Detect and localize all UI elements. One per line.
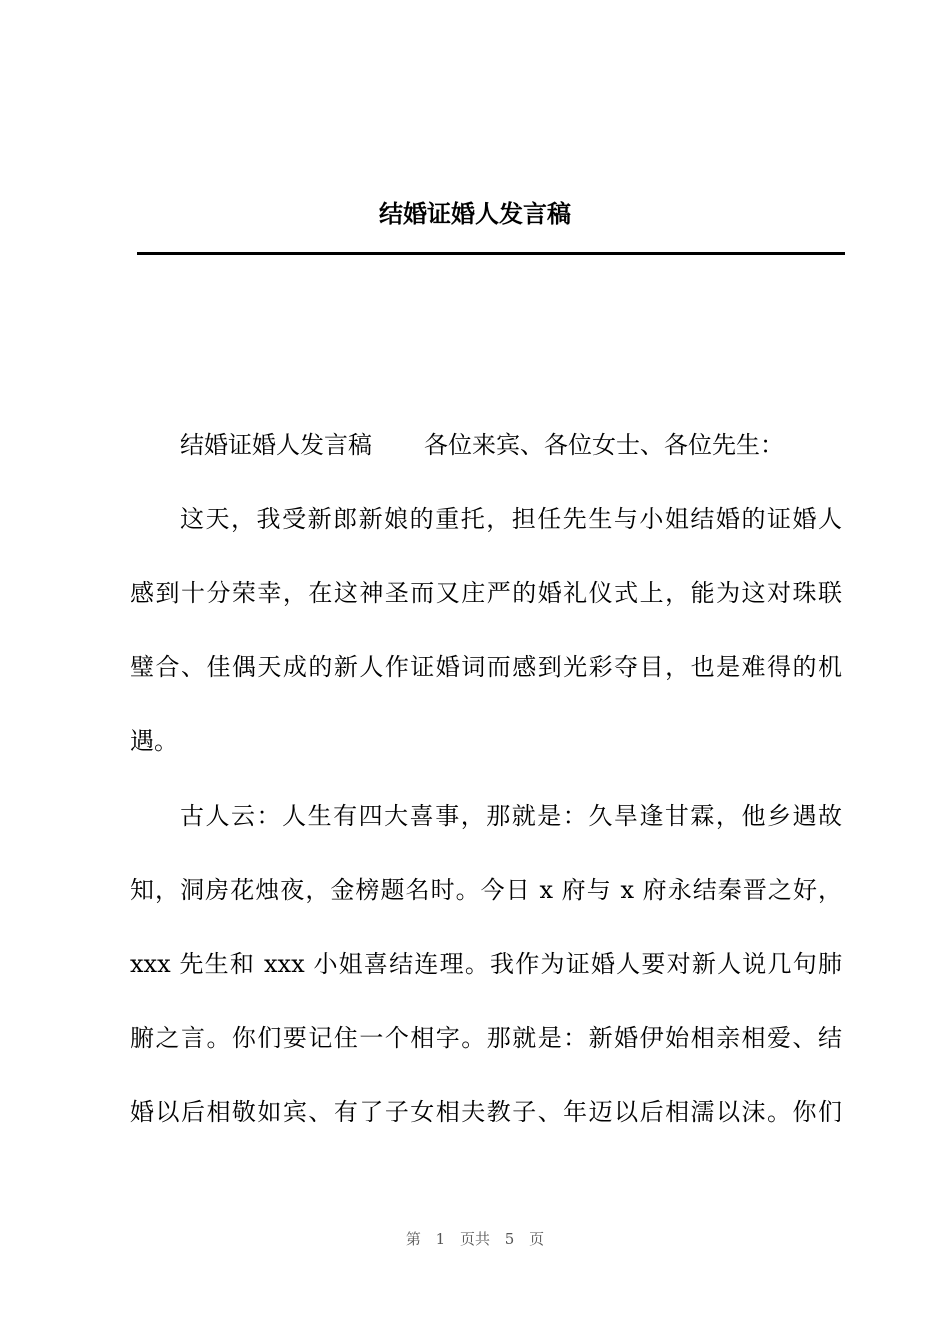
paragraph2-line-1: 古人云：人生有四大喜事，那就是：久旱逢甘霖，他乡遇故 [180,802,842,830]
paragraph1-line-3: 璧合、佳偶天成的新人作证婚词而感到光彩夺目，也是难得的机 [130,653,842,681]
paragraph2-line-4: 腑之言。你们要记住一个相字。那就是：新婚伊始相亲相爱、结 [130,1024,842,1052]
title-underline [137,252,845,255]
footer-prefix: 第 [405,1230,421,1248]
paragraph2-line-3: xxx 先生和 xxx 小姐喜结连理。我作为证婚人要对新人说几句肺 [130,950,842,978]
footer-total-pages: 5 [504,1230,515,1248]
greeting-lead: 结婚证婚人发言稿 [180,431,372,459]
paragraph2-line-5: 婚以后相敬如宾、有了子女相夫教子、年迈以后相濡以沫。你们 [130,1098,842,1126]
document-title: 结婚证婚人发言稿 [379,199,571,228]
footer-mid: 页共 [459,1230,490,1248]
footer-current-page: 1 [435,1230,446,1248]
paragraph1-line-2: 感到十分荣幸，在这神圣而又庄严的婚礼仪式上，能为这对珠联 [130,579,842,607]
paragraph1-line-1: 这天，我受新郎新娘的重托，担任先生与小姐结婚的证婚人 [180,505,842,533]
greeting-line [180,428,842,462]
page-footer [0,1228,950,1250]
paragraph1-line-4: 遇。 [130,727,178,755]
greeting-salutation: 各位来宾、各位女士、各位先生： [424,431,784,459]
footer-suffix: 页 [529,1230,545,1248]
paragraph2-line-2: 知，洞房花烛夜，金榜题名时。今日 x 府与 x 府永结秦晋之好， [130,876,842,904]
